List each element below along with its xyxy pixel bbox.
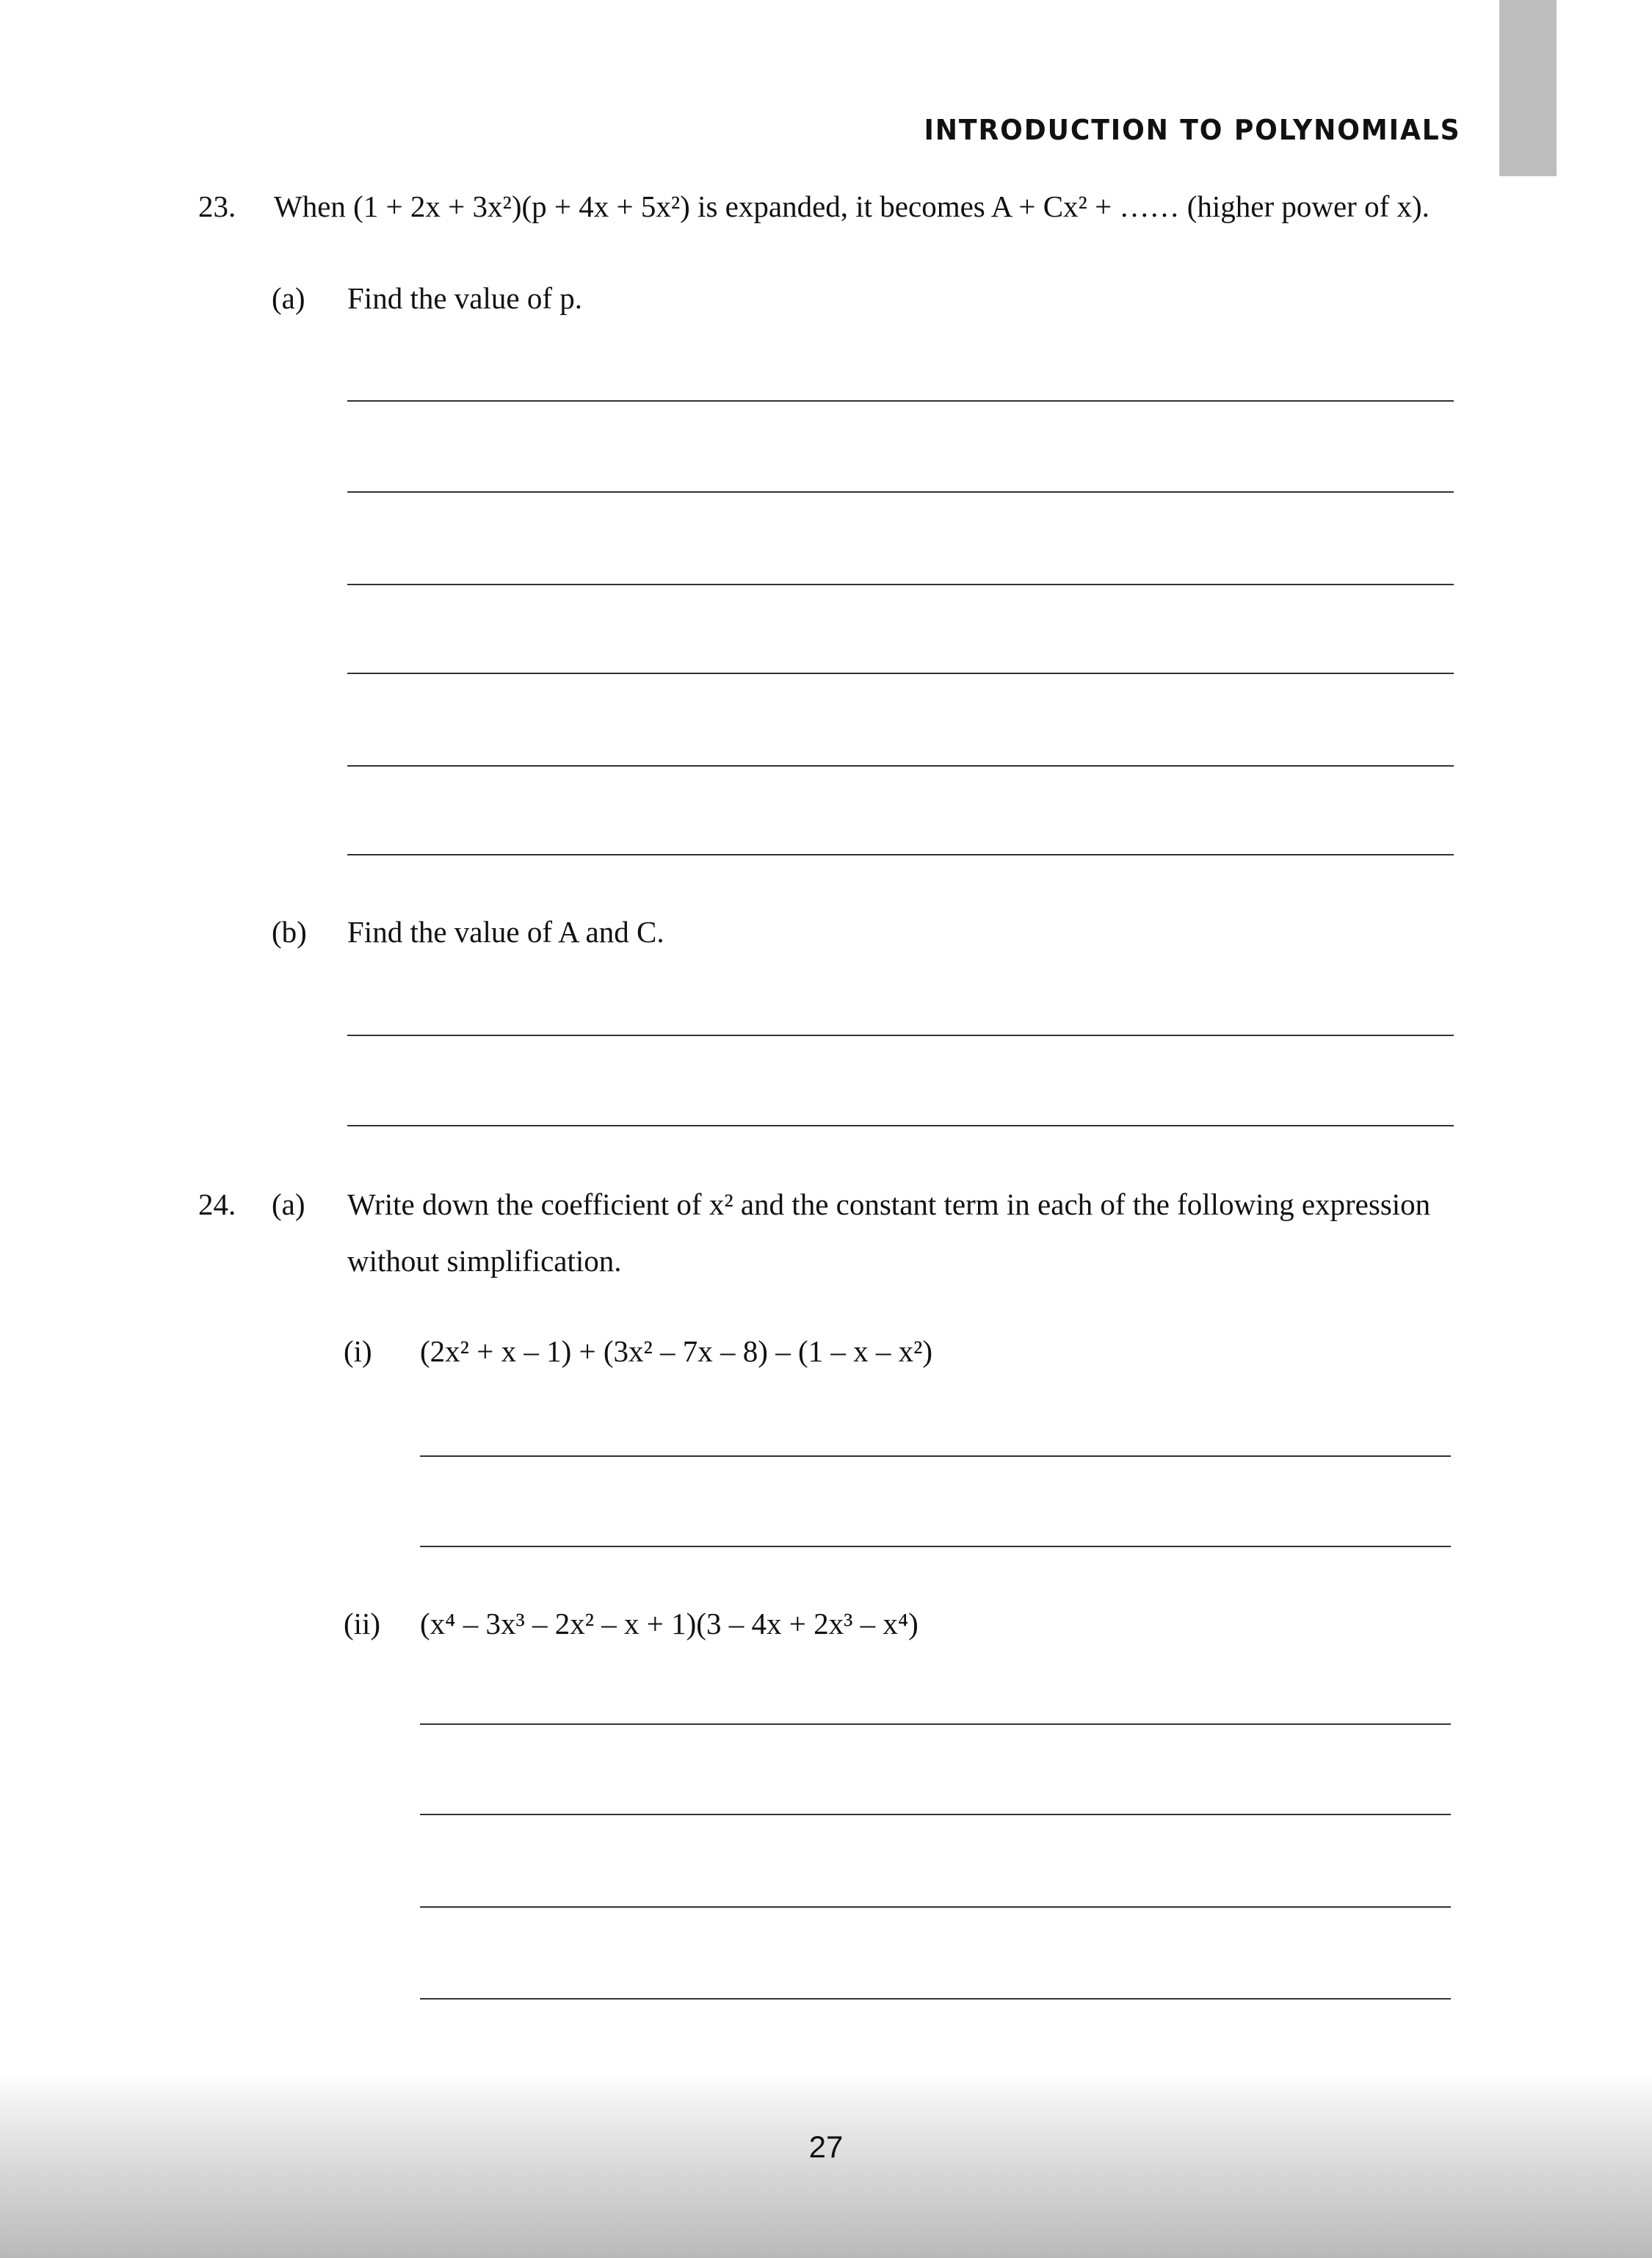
answer-line[interactable] [420,1998,1451,2000]
chapter-tab [1499,0,1557,176]
subpart-label: (i) [344,1334,372,1368]
page-number: 27 [808,2129,844,2164]
answer-line[interactable] [347,400,1454,402]
answer-line[interactable] [420,1814,1451,1815]
part-label: (a) [272,1187,305,1221]
part-text-continued: without simplification. [347,1244,622,1278]
part-text: Find the value of p. [347,281,582,315]
answer-line[interactable] [420,1455,1451,1457]
answer-line[interactable] [347,673,1454,674]
answer-line[interactable] [347,765,1454,767]
answer-line[interactable] [347,1035,1454,1036]
answer-line[interactable] [420,1546,1451,1547]
answer-line[interactable] [347,854,1454,855]
answer-line[interactable] [420,1723,1451,1725]
part-label: (a) [272,281,305,315]
subpart-expression: (x⁴ – 3x³ – 2x² – x + 1)(3 – 4x + 2x³ – x⁴) [420,1607,919,1640]
question-number: 23. [198,189,236,223]
question-text: When (1 + 2x + 3x²)(p + 4x + 5x²) is expanded, it becomes A + Cx² + …… (higher power of x). [274,189,1430,223]
subpart-label: (ii) [344,1607,381,1640]
question-number: 24. [198,1187,236,1221]
subpart-expression: (2x² + x – 1) + (3x² – 7x – 8) – (1 – x – x²) [420,1334,933,1368]
part-text: Find the value of A and C. [347,915,664,949]
answer-line[interactable] [347,1125,1454,1126]
part-text: Write down the coefficient of x² and the constant term in each of the following expression [347,1187,1431,1221]
answer-line[interactable] [347,584,1454,585]
answer-line[interactable] [347,491,1454,493]
chapter-title: INTRODUCTION TO POLYNOMIALS [924,114,1461,146]
answer-line[interactable] [420,1906,1451,1908]
part-label: (b) [272,915,307,949]
